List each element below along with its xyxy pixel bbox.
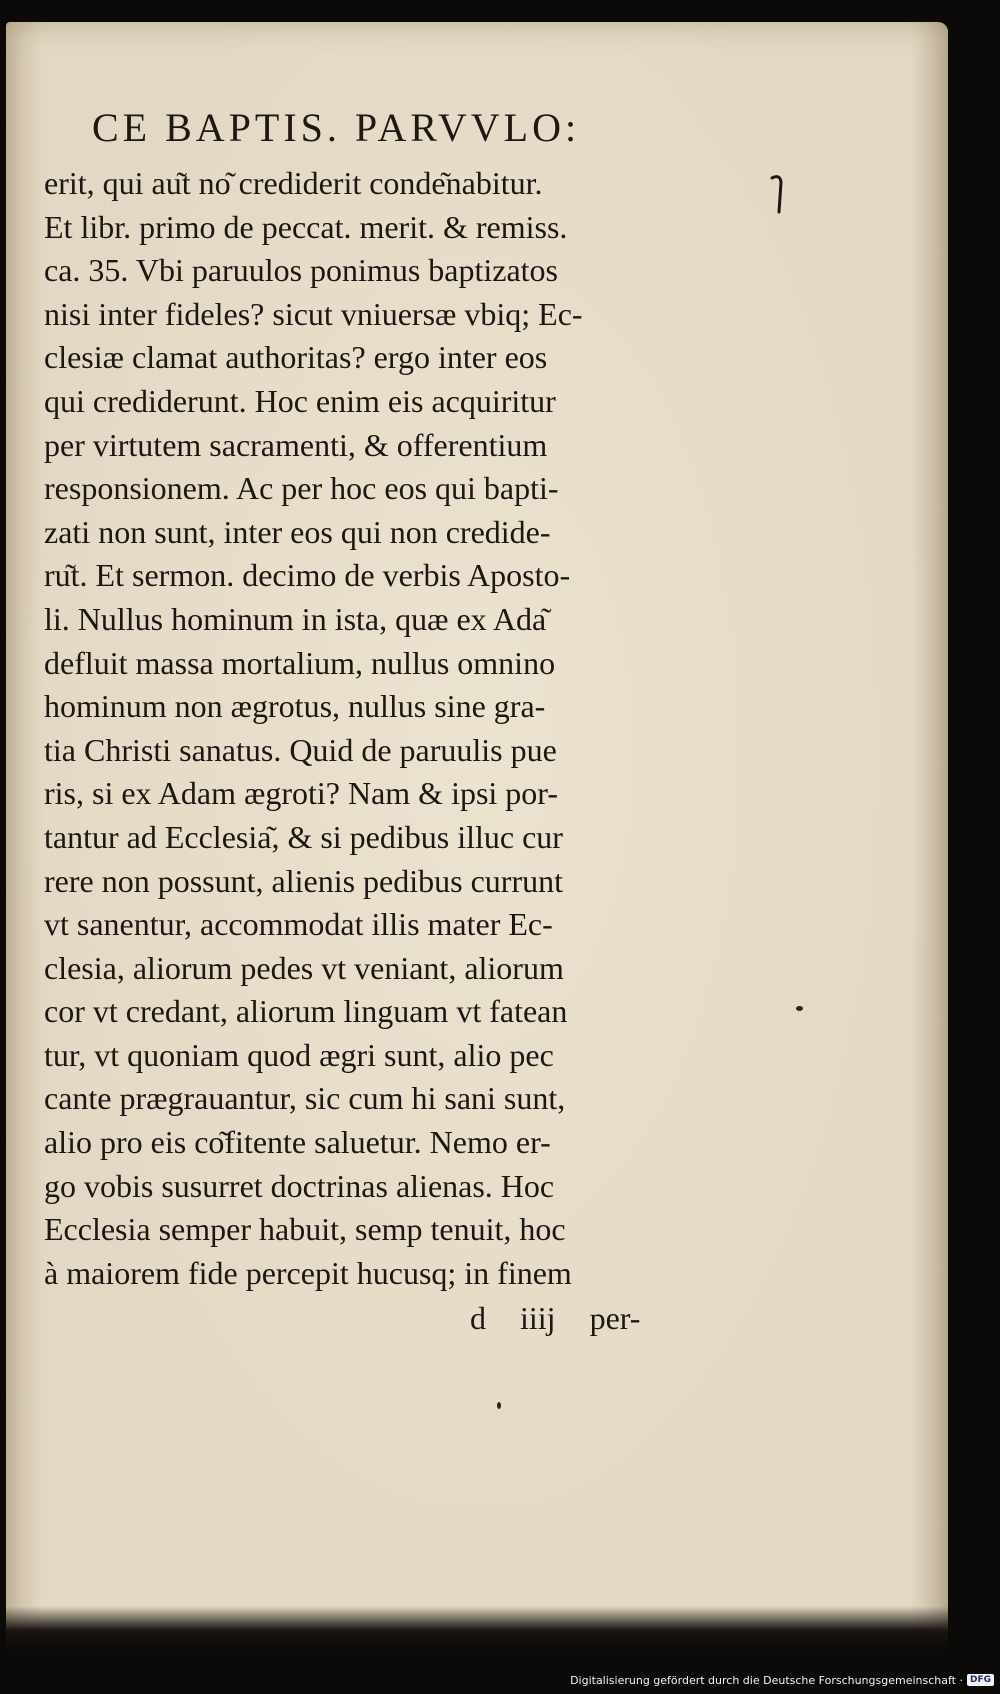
ink-speck [497,1402,501,1409]
text-line: rere non possunt, alienis pedibus currunt [44,862,563,899]
text-line: qui crediderunt. Hoc enim eis acquiritur [44,382,556,419]
digitization-footer [570,1672,994,1688]
text-line: tia Christi sanatus. Quid de paruulis pue [44,731,557,768]
text-line: li. Nullus hominum in ista, quæ ex Ada͂ [44,600,547,637]
text-line: à maiorem fide percepit hucusq; in finem [44,1254,572,1291]
text-line: per virtutem sacramenti, & offerentium [44,426,548,463]
signature-catchword: d iiij per- [470,1300,641,1336]
text-line: clesia, aliorum pedes vt veniant, aliorum [44,949,564,986]
text-line: ca. 35. Vbi paruulos ponimus baptizatos [44,252,558,289]
text-line: hominum non ægrotus, nullus sine gra- [44,688,546,725]
text-line: defluit massa mortalium, nullus omnino [44,644,556,681]
ink-speck [796,1006,803,1011]
running-head: CE BAPTIS. PARVVLO: [92,105,581,150]
margin-bracket-mark [770,172,786,218]
text-line: nisi inter fideles? sicut vniuersæ vbiq; Ec- [44,295,583,332]
text-line: go vobis susurret doctrinas alienas. Hoc [44,1167,555,1204]
text-line: vt sanentur, accommodat illis mater Ec- [44,906,553,943]
text-line: Et libr. primo de peccat. merit. & remiss. [44,208,568,245]
text-line: cante prægrauantur, sic cum hi sani sunt, [44,1080,566,1117]
page-bottom-edge [6,1606,948,1650]
body-text [44,162,704,1295]
dfg-logo: DFG [967,1674,994,1686]
text-line: responsionem. Ac per hoc eos qui bapti- [44,470,559,507]
text-line: ris, si ex Adam ægroti? Nam & ipsi por- [44,775,558,812]
text-line: clesiæ clamat authoritas? ergo inter eos [44,339,548,376]
text-line: alio pro eis co͂fitente saluetur. Nemo er- [44,1124,551,1161]
footer-credit: Digitalisierung gefördert durch die Deutsche Forschungsgemeinschaft · [570,1673,963,1687]
text-line: ru͂t. Et sermon. decimo de verbis Aposto- [44,557,571,594]
text-line: erit, qui au͂t no͂ crediderit conde͂nabitur. [44,165,543,201]
text-line: Ecclesia semper habuit, semp tenuit, hoc [44,1211,566,1248]
text-line: cor vt credant, aliorum linguam vt fatean [44,993,568,1030]
text-line: zati non sunt, inter eos qui non credide- [44,513,551,550]
text-line: tantur ad Ecclesia͂, & si pedibus illuc cur [44,818,563,855]
text-line: tur, vt quoniam quod ægri sunt, alio pec [44,1036,554,1073]
